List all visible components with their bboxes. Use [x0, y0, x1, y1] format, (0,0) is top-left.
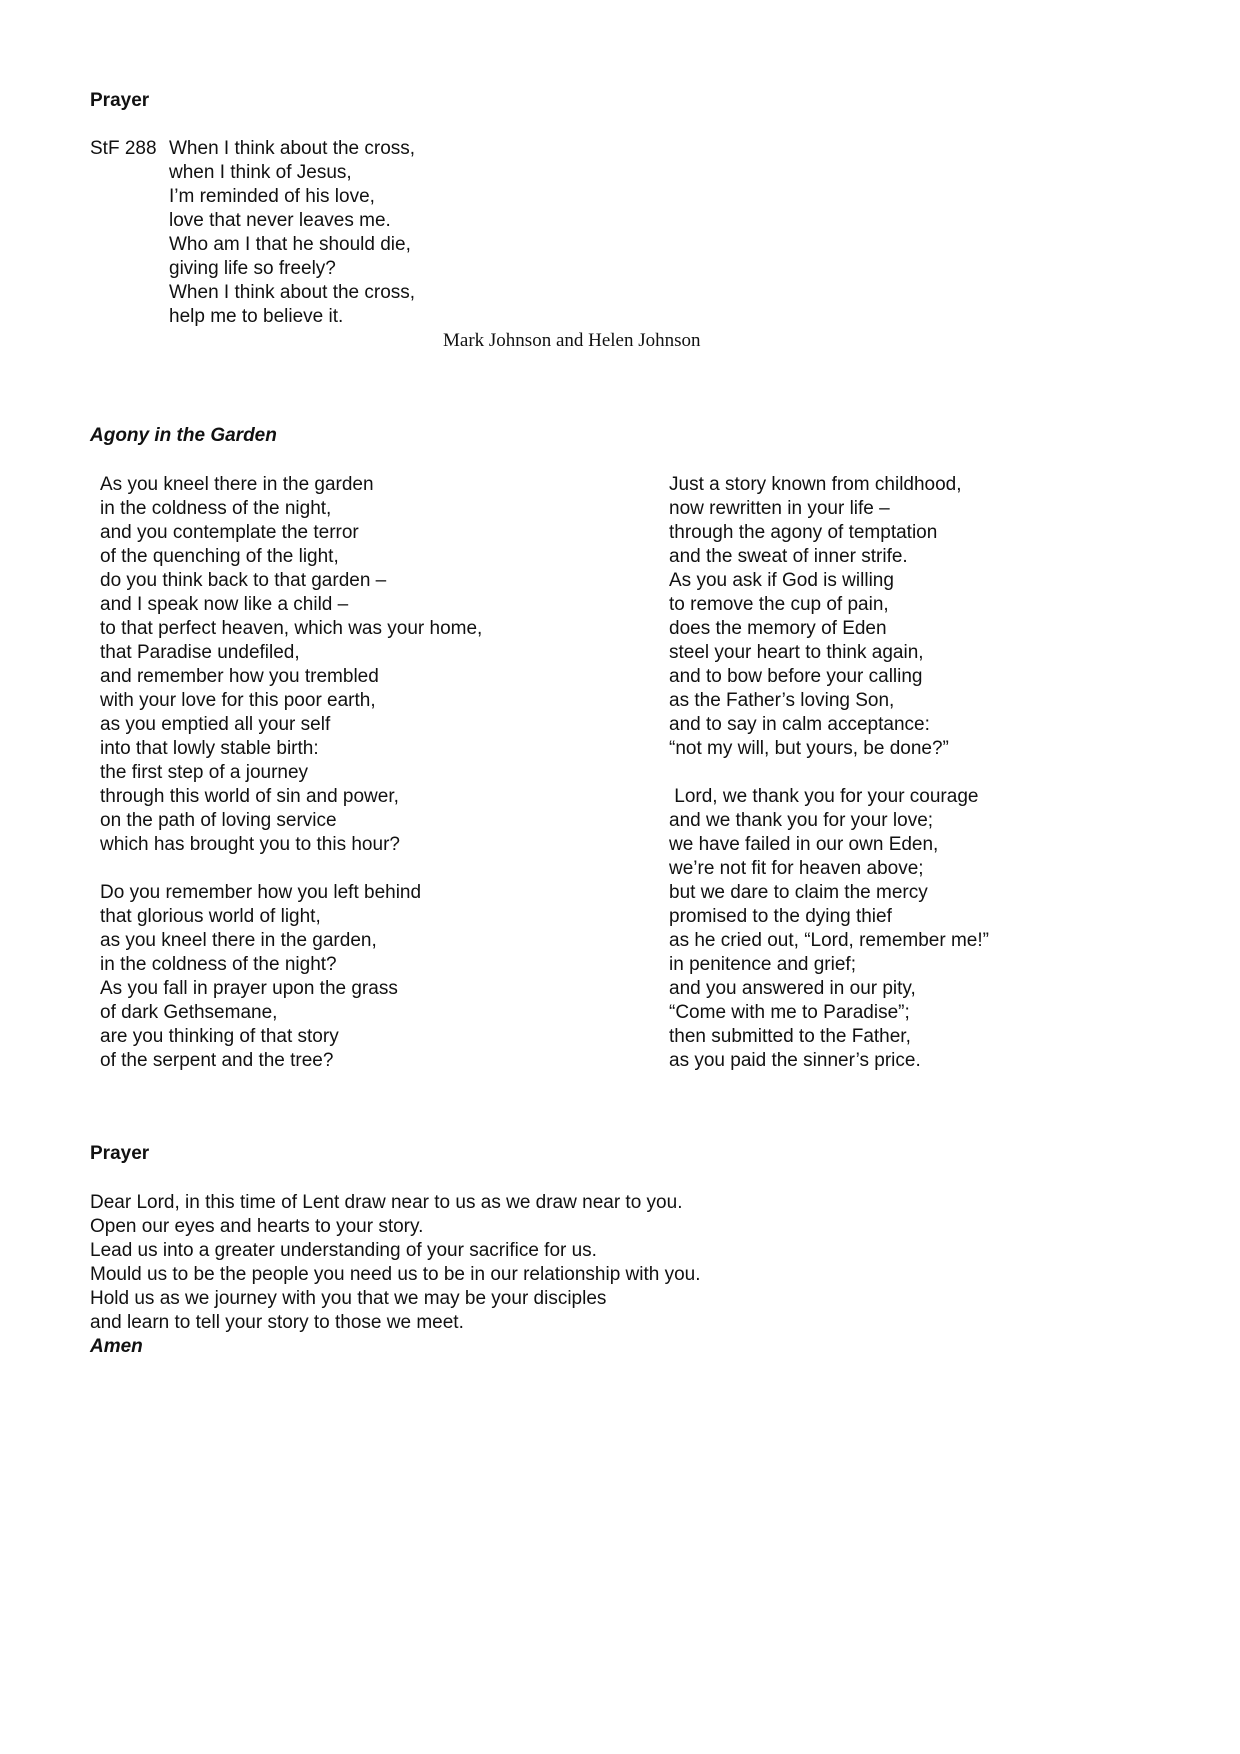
prayer-line: and learn to tell your story to those we meet.: [90, 1312, 464, 1333]
poem-line: Lord, we thank you for your courage: [669, 786, 979, 807]
poem-line: do you think back to that garden –: [100, 570, 387, 591]
poem-line: As you kneel there in the garden: [100, 474, 374, 495]
hymn-line: when I think of Jesus,: [169, 162, 352, 183]
poem-line: the first step of a journey: [100, 762, 309, 783]
hymn-line: help me to believe it.: [169, 306, 344, 327]
poem-line: with your love for this poor earth,: [100, 690, 376, 711]
poem-left-column: [100, 473, 482, 1073]
prayer-line: Hold us as we journey with you that we may be your disciples: [90, 1288, 607, 1309]
poem-line: “Come with me to Paradise”;: [669, 1002, 910, 1023]
poem-line: and remember how you trembled: [100, 666, 379, 687]
poem-line: but we dare to claim the mercy: [669, 882, 928, 903]
poem-line: as the Father’s loving Son,: [669, 690, 895, 711]
poem-line: As you fall in prayer upon the grass: [100, 978, 398, 999]
poem-line: that glorious world of light,: [100, 906, 321, 927]
poem-line: and we thank you for your love;: [669, 810, 934, 831]
prayer-line: Dear Lord, in this time of Lent draw near to us as we draw near to you.: [90, 1192, 683, 1213]
poem-line: in the coldness of the night?: [100, 954, 337, 975]
poem-line: of dark Gethsemane,: [100, 1002, 278, 1023]
poem-line: and I speak now like a child –: [100, 594, 349, 615]
poem-line: promised to the dying thief: [669, 906, 892, 927]
poem-line: Just a story known from childhood,: [669, 474, 962, 495]
poem-line: As you ask if God is willing: [669, 570, 894, 591]
closing-prayer: [90, 1191, 701, 1359]
poem-line: now rewritten in your life –: [669, 498, 890, 519]
stanza-gap: [100, 857, 482, 881]
poem-right-column: [669, 473, 989, 1073]
stanza-gap: [669, 761, 989, 785]
poem-title: Agony in the Garden: [90, 425, 277, 446]
poem-line: we’re not fit for heaven above;: [669, 858, 924, 879]
hymn-line: When I think about the cross,: [169, 282, 416, 303]
poem-line: of the serpent and the tree?: [100, 1050, 334, 1071]
hymn-lines: [90, 161, 415, 329]
prayer-line: Open our eyes and hearts to your story.: [90, 1216, 424, 1237]
hymn-block: [90, 137, 415, 329]
poem-line: in the coldness of the night,: [100, 498, 332, 519]
prayer-line: Lead us into a greater understanding of your sacrifice for us.: [90, 1240, 597, 1261]
poem-line: that Paradise undefiled,: [100, 642, 300, 663]
hymn-line: When I think about the cross,: [169, 138, 416, 159]
hymn-first-row: [90, 137, 415, 161]
hymn-reference: StF 288: [90, 138, 157, 159]
poem-line: does the memory of Eden: [669, 618, 887, 639]
poem-line: steel your heart to think again,: [669, 642, 924, 663]
poem-line: are you thinking of that story: [100, 1026, 339, 1047]
hymn-line: Who am I that he should die,: [169, 234, 411, 255]
amen-text: Amen: [90, 1336, 143, 1357]
hymn-line: love that never leaves me.: [169, 210, 391, 231]
poem-line: as you kneel there in the garden,: [100, 930, 377, 951]
poem-line: to remove the cup of pain,: [669, 594, 889, 615]
hymn-line: I’m reminded of his love,: [169, 186, 375, 207]
poem-line: we have failed in our own Eden,: [669, 834, 939, 855]
poem-line: through the agony of temptation: [669, 522, 938, 543]
poem-line: and to say in calm acceptance:: [669, 714, 930, 735]
poem-line: into that lowly stable birth:: [100, 738, 319, 759]
poem-line: “not my will, but yours, be done?”: [669, 738, 949, 759]
poem-line: and you answered in our pity,: [669, 978, 916, 999]
poem-line: as he cried out, “Lord, remember me!”: [669, 930, 989, 951]
poem-line: Do you remember how you left behind: [100, 882, 422, 903]
poem-line: as you emptied all your self: [100, 714, 331, 735]
prayer-line: Mould us to be the people you need us to be in our relationship with you.: [90, 1264, 701, 1285]
poem-line: through this world of sin and power,: [100, 786, 399, 807]
poem-line: which has brought you to this hour?: [100, 834, 400, 855]
poem-line: of the quenching of the light,: [100, 546, 339, 567]
hymn-credit: Mark Johnson and Helen Johnson: [443, 330, 701, 351]
poem-line: and the sweat of inner strife.: [669, 546, 908, 567]
poem-line: in penitence and grief;: [669, 954, 856, 975]
poem-line: on the path of loving service: [100, 810, 337, 831]
poem-line: then submitted to the Father,: [669, 1026, 911, 1047]
poem-line: to that perfect heaven, which was your home,: [100, 618, 483, 639]
poem-line: and you contemplate the terror: [100, 522, 359, 543]
hymn-line: giving life so freely?: [169, 258, 336, 279]
poem-line: and to bow before your calling: [669, 666, 923, 687]
prayer-heading-1: Prayer: [90, 90, 150, 111]
prayer-heading-2: Prayer: [90, 1143, 150, 1164]
poem-line: as you paid the sinner’s price.: [669, 1050, 921, 1071]
